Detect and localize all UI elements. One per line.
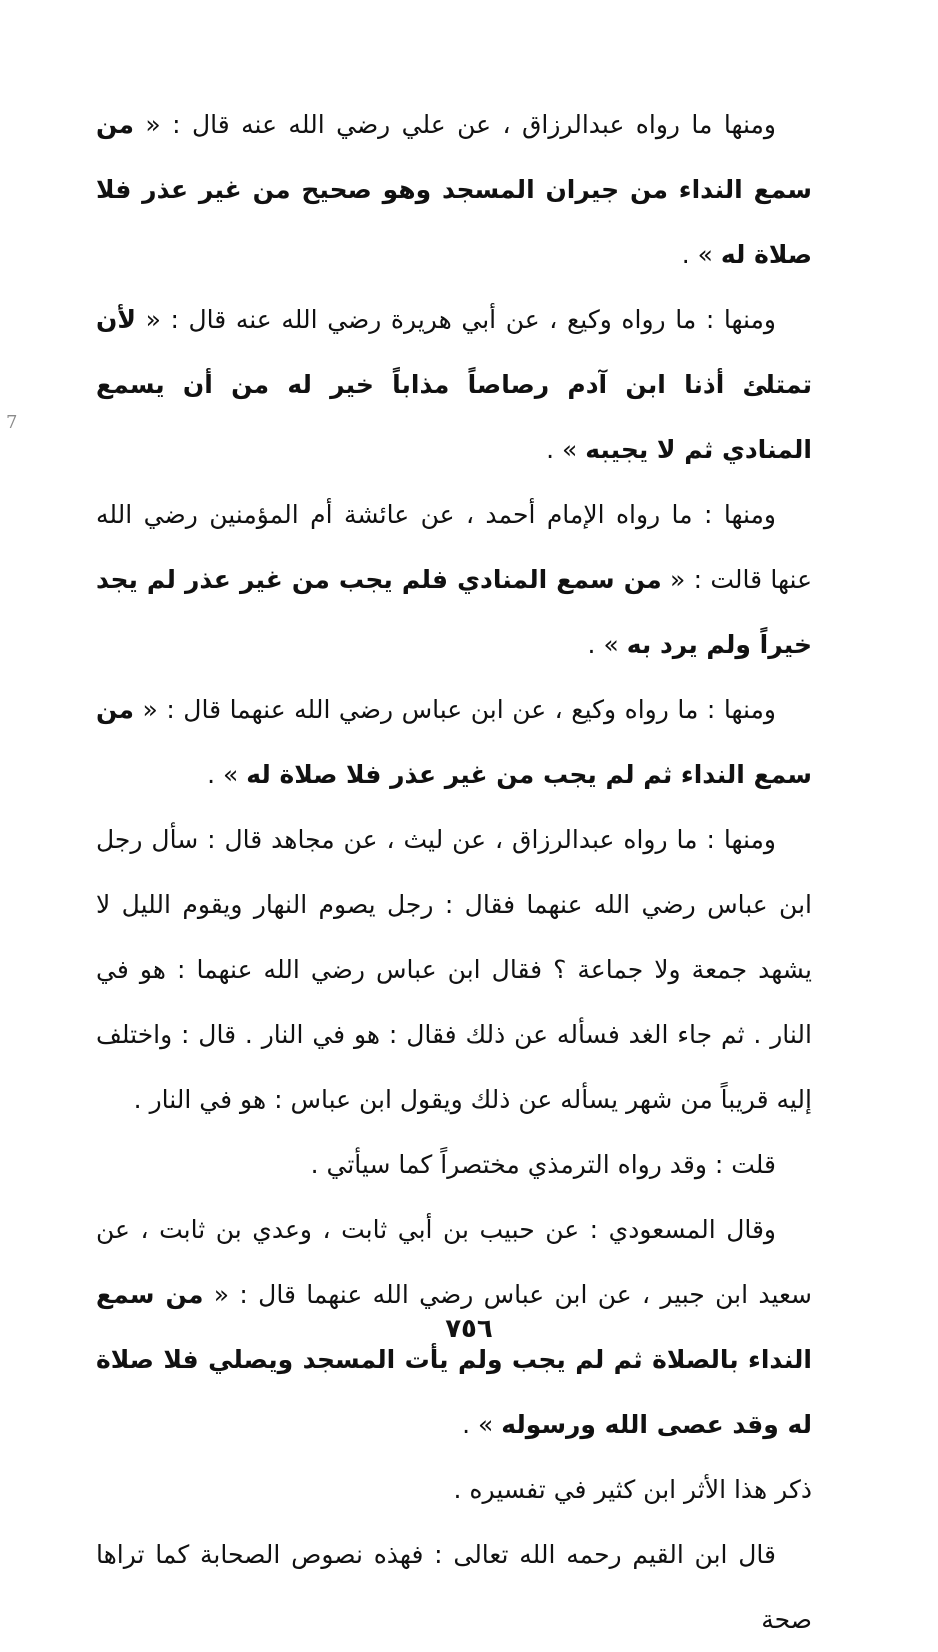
text-segment: قال ابن القيم رحمه الله تعالى : فهذه نصوص الصحابة كما تراها صحة	[96, 1540, 812, 1634]
quote-segment: من سمع النداء ثم لم يجب من غير عذر فلا صلاة له	[96, 695, 812, 789]
paragraph-1	[96, 92, 812, 287]
quote-segment: من سمع المنادي فلم يجب من غير عذر لم يجد خيراً ولم يرد به	[96, 565, 812, 659]
text-segment: ومنها ما رواه عبدالرزاق ، عن علي رضي الله عنه قال : «	[133, 110, 776, 139]
paragraph-6	[96, 1132, 812, 1197]
quote-segment: لأن تمتلئ أذنا ابن آدم رصاصاً مذاباً خير له من أن يسمع المنادي ثم لا يجيبه	[96, 305, 812, 464]
text-segment: ذكر هذا الأثر ابن كثير في تفسيره .	[453, 1475, 812, 1504]
text-segment: ومنها : ما رواه وكيع ، عن ابن عباس رضي الله عنهما قال : «	[133, 695, 776, 724]
paragraph-8	[96, 1457, 812, 1522]
page-number: ٧٥٦	[445, 1314, 493, 1344]
quote-segment: من سمع النداء بالصلاة ثم لم يجب ولم يأت المسجد ويصلي فلا صلاة له وقد عصى الله ورسوله	[96, 1280, 812, 1439]
paragraph-5	[96, 807, 812, 1132]
text-segment: وقال المسعودي : عن حبيب بن أبي ثابت ، وعدي بن ثابت ، عن سعيد ابن جبير ، عن ابن عباس رضي الله عنهما قال : «	[96, 1215, 813, 1309]
body-text	[96, 92, 812, 1652]
text-segment: ومنها : ما رواه عبدالرزاق ، عن ليث ، عن مجاهد قال : سأل رجل ابن عباس رضي الله عنهما فقال : رجل يصوم النهار ويقوم الليل لا يشهد جمعة ولا جماعة ؟ فقال ابن عباس رضي الله عنهما : هو في النار . ثم جاء الغد فسأله عن ذلك فقال : هو في النار . قال : واختلف إليه قريباً من شهر يسأله عن ذلك ويقول ابن عباس : هو في النار .	[96, 825, 812, 1114]
paragraph-4	[96, 677, 812, 807]
text-segment: » .	[587, 630, 627, 659]
text-segment: » .	[207, 760, 247, 789]
paragraph-9	[96, 1522, 812, 1652]
text-segment: ومنها : ما رواه الإمام أحمد ، عن عائشة أم المؤمنين رضي الله عنها قالت : «	[96, 500, 813, 594]
text-segment: » .	[462, 1410, 502, 1439]
margin-mark: 7	[6, 412, 18, 433]
paragraph-2	[96, 287, 812, 482]
text-segment: ومنها : ما رواه وكيع ، عن أبي هريرة رضي الله عنه قال : «	[135, 305, 776, 334]
quote-segment: من سمع النداء من جيران المسجد وهو صحيح من غير عذر فلا صلاة له	[96, 110, 812, 269]
text-segment: » .	[681, 240, 721, 269]
paragraph-3	[96, 482, 812, 677]
text-segment: قلت : وقد رواه الترمذي مختصراً كما سيأتي .	[310, 1150, 776, 1179]
text-segment: » .	[546, 435, 586, 464]
